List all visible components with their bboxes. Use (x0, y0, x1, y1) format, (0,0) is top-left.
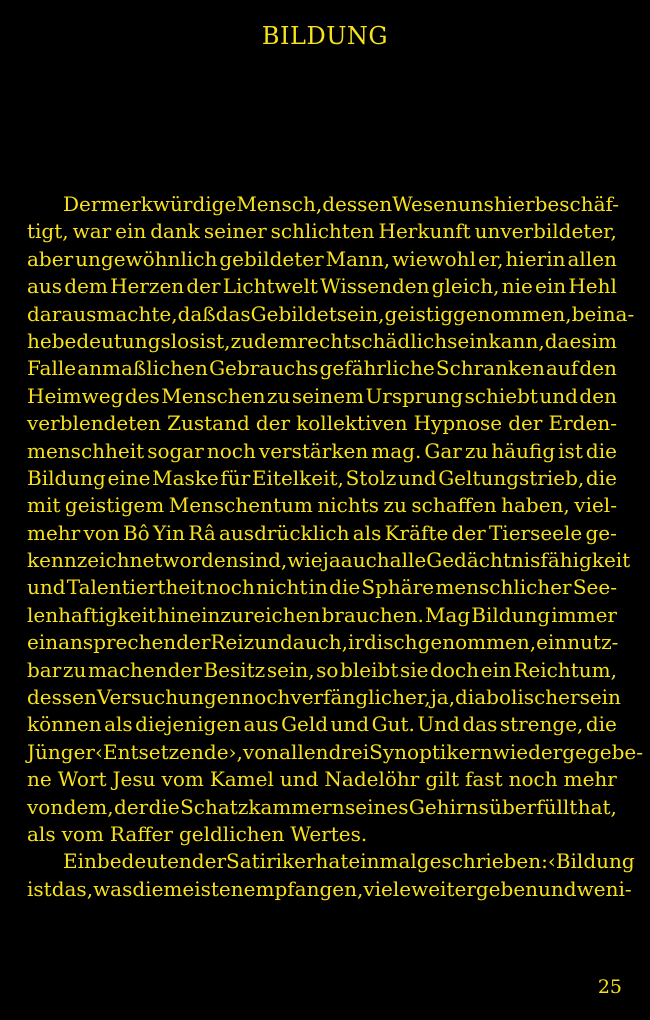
word: recht (297, 328, 352, 353)
word: die (585, 438, 617, 463)
word: Herzen (110, 274, 185, 299)
word: Gebildetsein, (250, 301, 385, 326)
word: Satiriker (226, 849, 316, 874)
word: menschheit (27, 438, 145, 463)
word: dessen (27, 685, 97, 710)
word: gebildeter (219, 246, 324, 271)
word: wie (287, 548, 323, 573)
word: nutz- (567, 630, 619, 655)
word: unverbildeter, (474, 219, 617, 244)
word: merkwürdige (100, 192, 237, 216)
word: der (186, 274, 221, 299)
word: haben, (501, 493, 570, 518)
word: Gehirns (408, 794, 489, 819)
word: auch (340, 548, 390, 573)
word: ‹Bildung (547, 849, 635, 874)
word: Stolz (345, 465, 397, 490)
word: war (72, 219, 112, 244)
word: bleibt (340, 657, 399, 682)
text-line (27, 711, 617, 738)
word: kollektiven (296, 411, 408, 436)
word: den (579, 356, 617, 381)
word: machender (87, 657, 202, 682)
word: doch (430, 657, 480, 682)
word: Bildung (27, 465, 106, 490)
word: Lichtwelt (222, 274, 318, 299)
word: ge- (585, 520, 617, 545)
word: Hehl (568, 274, 617, 299)
text-line (27, 301, 635, 328)
word: dem (64, 274, 108, 299)
word: und (27, 575, 66, 600)
word: Besitz (203, 657, 266, 682)
word: allen (279, 739, 329, 764)
text-line (27, 574, 617, 601)
word: Yin (152, 520, 186, 545)
word: kann, (488, 328, 545, 353)
word: nie (501, 274, 533, 299)
word: der (114, 794, 149, 819)
word: Ursprung (365, 383, 464, 408)
word: Bô (122, 520, 150, 545)
word: beschäf- (534, 192, 619, 216)
word: noch (206, 438, 256, 463)
word: Herkunft (378, 219, 471, 244)
word: drei (328, 739, 370, 764)
word: ungewöhnlich (75, 246, 218, 271)
word: Heimweg (27, 383, 124, 408)
text-line (27, 465, 617, 492)
word: Sphäre (361, 575, 435, 600)
word: da (544, 328, 570, 353)
word: Gar (424, 438, 462, 463)
text-line (27, 848, 635, 875)
text-line (27, 246, 617, 273)
word: im (591, 328, 617, 353)
word: sogar (147, 438, 204, 463)
text-line (27, 218, 617, 245)
word: und (539, 383, 578, 408)
word: alle (389, 548, 427, 573)
word: weitergeben (411, 876, 539, 901)
word: ein (115, 219, 147, 244)
word: was (93, 876, 133, 901)
text-line (27, 383, 617, 410)
text-line (27, 328, 617, 355)
word: Nadelöhr (324, 767, 420, 792)
word: hierin (505, 246, 566, 271)
text-line (27, 273, 617, 300)
word: anmaßlichen (77, 356, 208, 381)
word: den (579, 383, 617, 408)
word: Wesen (392, 192, 458, 216)
text-line (27, 191, 617, 218)
word: Jünger (27, 739, 95, 764)
word: Schranken (435, 356, 545, 381)
word: tigt, (27, 219, 69, 244)
page-heading: BILDUNG (261, 22, 389, 50)
word: eine (107, 465, 151, 490)
word: und (254, 630, 293, 655)
word: vom (61, 821, 104, 846)
word: auch, (292, 630, 349, 655)
word: zu (383, 493, 407, 518)
word: wiedergegebe- (492, 739, 643, 764)
word: Schatzkammern (180, 794, 345, 819)
word: ein (536, 630, 568, 655)
text-line (27, 547, 631, 574)
word: von (27, 794, 64, 819)
word: des (124, 383, 160, 408)
word: dessen (322, 192, 393, 216)
text-line (27, 438, 617, 465)
word: Raffer (109, 821, 173, 846)
word: diabolischer (455, 685, 580, 710)
word: als (352, 520, 382, 545)
word: viele (363, 876, 412, 901)
word: geschrieben: (416, 849, 548, 874)
word: geldlichen (178, 821, 285, 846)
word: Kräfte (384, 520, 449, 545)
word: dank (150, 219, 200, 244)
word: Reichtum, (513, 657, 617, 682)
word: Menschen (161, 383, 266, 408)
word: die (585, 712, 617, 737)
word: bar (27, 657, 62, 682)
word: schaffen (411, 493, 497, 518)
word: Bildung (471, 602, 551, 627)
word: ist, (199, 328, 231, 353)
word: Gebrauchs (209, 356, 319, 381)
word: beina- (571, 301, 635, 326)
word: die (585, 465, 617, 490)
word: geistigem (64, 493, 165, 518)
word: noch (508, 767, 558, 792)
word: schlichten (270, 219, 375, 244)
text-line (27, 794, 617, 821)
word: hat (315, 849, 349, 874)
word: schädlich (351, 328, 448, 353)
word: sein (447, 328, 489, 353)
word: und (279, 767, 319, 792)
word: Mensch, (236, 192, 323, 216)
word: das (462, 712, 498, 737)
word: als (27, 821, 56, 846)
word: Wort (57, 767, 107, 792)
word: lenhaftigkeit (27, 602, 156, 627)
word: genommen, (417, 630, 537, 655)
word: viel- (574, 493, 617, 518)
word: zudem (230, 328, 298, 353)
word: Râ (188, 520, 216, 545)
word: dem, (63, 794, 114, 819)
text-line (27, 876, 632, 903)
word: Wissenden (320, 274, 430, 299)
word: fast (464, 767, 503, 792)
word: ‹Entsetzende›, (94, 739, 243, 764)
word: gleich, (431, 274, 500, 299)
word: Gut. (371, 712, 415, 737)
word: weni- (576, 876, 632, 901)
word: einmal (348, 849, 417, 874)
word: Hypnose (413, 411, 503, 436)
word: daraus (27, 301, 97, 326)
word: sie (399, 657, 429, 682)
word: verfänglicher, (290, 685, 431, 710)
word: zu (266, 383, 291, 408)
word: und (538, 876, 577, 901)
word: Mann, (325, 246, 391, 271)
word: noch (205, 575, 255, 600)
word: Reiz (210, 630, 255, 655)
word: Kamel (209, 767, 274, 792)
word: machte, (96, 301, 178, 326)
word: immer (551, 602, 617, 627)
word: in (308, 575, 328, 600)
word: von (83, 520, 120, 545)
word: ist (558, 438, 583, 463)
word: die (329, 575, 361, 600)
word: Gedächtnisfähigkeit (426, 548, 631, 573)
word: seines (345, 794, 409, 819)
word: nichts (317, 493, 380, 518)
text-line (27, 492, 617, 519)
word: der (255, 411, 291, 436)
word: die (132, 876, 164, 901)
body-text (27, 191, 643, 903)
word: sind, (238, 548, 288, 573)
word: das, (51, 876, 94, 901)
word: Geltungstrieb, (438, 465, 585, 490)
word: irdisch (348, 630, 418, 655)
word: Talentiertheit (66, 575, 205, 600)
word: auf (546, 356, 579, 381)
word: der (451, 520, 486, 545)
word: häufig (491, 438, 556, 463)
word: allen (567, 246, 617, 271)
word: Versuchungen (96, 685, 242, 710)
word: ein (535, 274, 567, 299)
word: kennzeichnet (27, 548, 163, 573)
text-line (27, 520, 617, 547)
word: und (330, 712, 370, 737)
page-number: 25 (597, 976, 622, 998)
word: meisten (163, 876, 244, 901)
word: ansprechender (58, 630, 211, 655)
word: gilt (425, 767, 459, 792)
word: ein (27, 630, 59, 655)
word: bedeutender (96, 849, 227, 874)
word: verblendeten (27, 411, 162, 436)
text-line (27, 355, 617, 382)
word: See- (572, 575, 617, 600)
word: he (27, 328, 52, 353)
text-line (27, 766, 617, 793)
word: daß (177, 301, 216, 326)
word: Zustand (167, 411, 250, 436)
word: hier (493, 192, 535, 216)
text-line (27, 684, 621, 711)
word: Eitelkeit, (251, 465, 344, 490)
word: hat, (577, 794, 617, 819)
text-line (27, 739, 643, 766)
word: verstärken (258, 438, 369, 463)
word: können (27, 712, 102, 737)
word: Geld (281, 712, 329, 737)
word: Und (417, 712, 460, 737)
word: gefährliche (319, 356, 435, 381)
word: worden (162, 548, 239, 573)
word: Menschentum (168, 493, 313, 518)
word: genommen, (453, 301, 572, 326)
text-line (27, 410, 617, 437)
word: geistig (384, 301, 454, 326)
word: noch (241, 685, 291, 710)
word: ne (27, 767, 52, 792)
text-line (27, 629, 617, 656)
word: für (220, 465, 251, 490)
word: Ein (63, 849, 97, 874)
word: sein (579, 685, 621, 710)
word: es (569, 328, 592, 353)
word: strenge, (499, 712, 584, 737)
word: nicht (256, 575, 308, 600)
word: brauchen. (321, 602, 424, 627)
word: mag. (371, 438, 422, 463)
word: Jesu (112, 767, 156, 792)
word: Der (63, 192, 101, 216)
word: empfangen, (243, 876, 364, 901)
word: als (104, 712, 133, 737)
word: uns (457, 192, 494, 216)
word: aber (27, 246, 74, 271)
word: aus (27, 274, 63, 299)
word: hineinzureichen (157, 602, 321, 627)
word: Erden- (548, 411, 617, 436)
word: Synoptikern (369, 739, 493, 764)
word: Tierseele (488, 520, 583, 545)
word: mit (27, 493, 61, 518)
word: von (242, 739, 280, 764)
word: Falle (27, 356, 77, 381)
word: Maske (152, 465, 219, 490)
word: Wertes. (290, 821, 368, 846)
word: vom (161, 767, 204, 792)
text-line (27, 602, 617, 629)
word: ein (480, 657, 512, 682)
word: überfüllt (489, 794, 578, 819)
word: ist (27, 876, 52, 901)
word: menschlicher (435, 575, 572, 600)
word: mehr (563, 767, 617, 792)
word: ja (322, 548, 341, 573)
word: ja, (430, 685, 456, 710)
word: Mag (424, 602, 471, 627)
word: das (215, 301, 251, 326)
text-line (27, 821, 617, 848)
word: mehr (27, 520, 81, 545)
word: seiner (203, 219, 267, 244)
word: zu (62, 657, 87, 682)
word: aus (243, 712, 279, 737)
word: er, (477, 246, 504, 271)
text-line (27, 657, 617, 684)
word: so (316, 657, 339, 682)
word: der (508, 411, 543, 436)
word: und (397, 465, 437, 490)
word: zu (464, 438, 489, 463)
word: bedeutungslos (51, 328, 200, 353)
word: wiewohl (392, 246, 476, 271)
word: seinem (291, 383, 364, 408)
word: sein, (266, 657, 315, 682)
word: diejenigen (135, 712, 242, 737)
word: die (148, 794, 180, 819)
word: ausdrücklich (219, 520, 350, 545)
word: schiebt (464, 383, 538, 408)
